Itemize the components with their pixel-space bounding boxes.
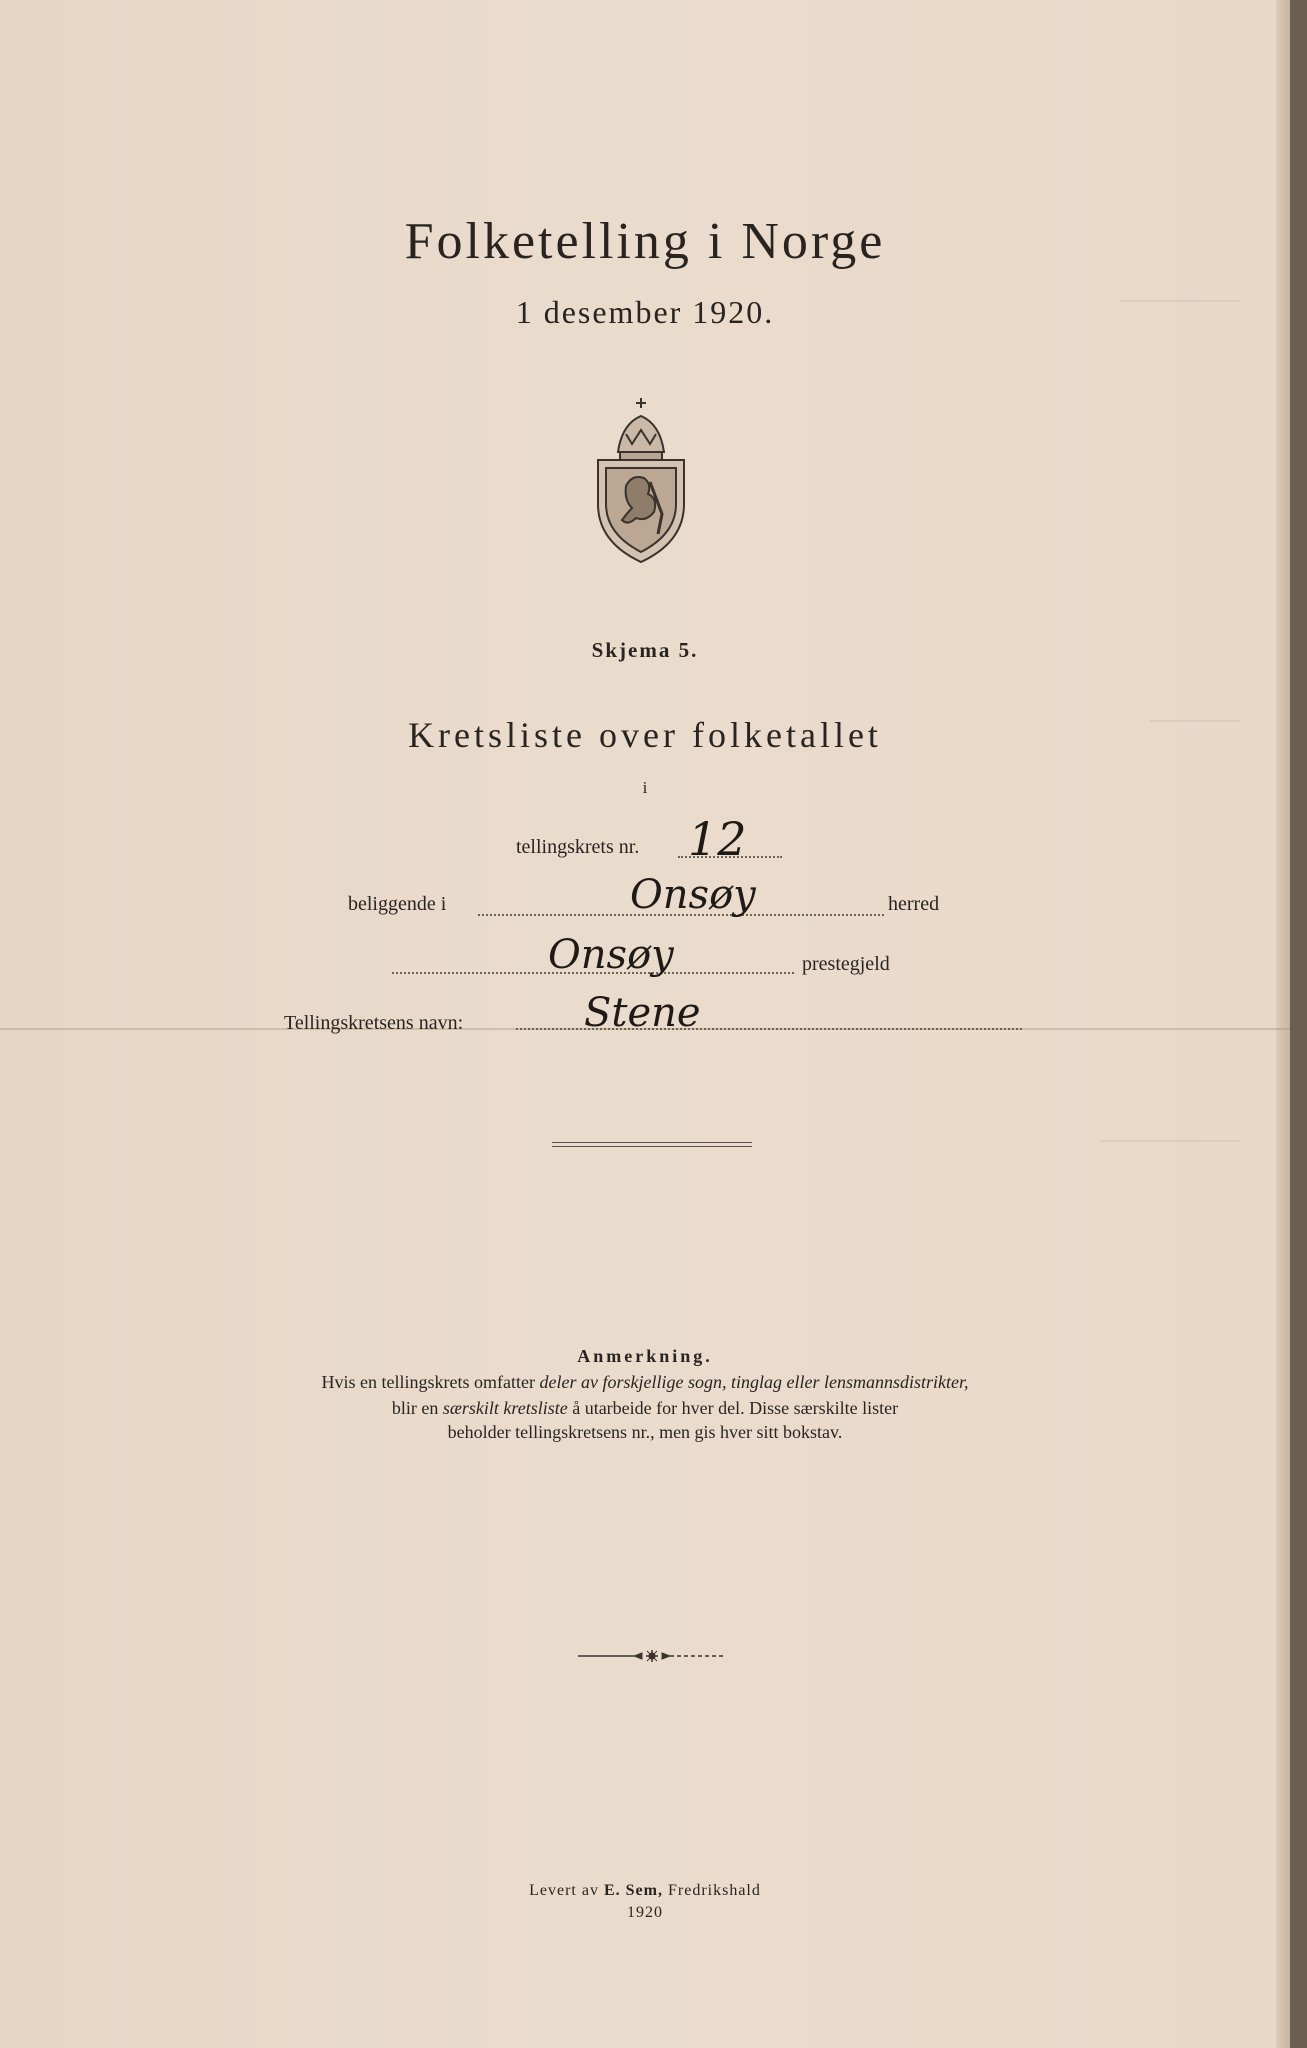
remark-line-3: beholder tellingskretsens nr., men gis hver sitt bokstav.: [447, 1422, 843, 1442]
remark-line-1-italic: deler av forskjellige sogn, tinglag eller lensmannsdistrikter,: [539, 1372, 969, 1392]
parish-value[interactable]: Onsøy: [548, 932, 674, 978]
remark-line-2-rest: å utarbeide for hver del. Disse særskilte lister: [567, 1398, 899, 1418]
printer-year: 1920: [627, 1904, 663, 1921]
ornament-divider-icon: [572, 1646, 732, 1666]
printer-prefix: Levert av: [529, 1882, 604, 1899]
remark-line-2-text: blir en: [391, 1398, 443, 1418]
district-number-value[interactable]: 12: [688, 812, 747, 866]
census-date: 1 desember 1920.: [515, 294, 775, 330]
remark-line-1: [0, 1372, 1290, 1393]
district-name-value[interactable]: Stene: [584, 990, 701, 1036]
remark-heading: Anmerkning.: [577, 1346, 713, 1366]
herred-label: herred: [888, 893, 940, 915]
preposition-i: i: [642, 778, 648, 797]
remark-line-2: [0, 1398, 1290, 1419]
divider-rule: [552, 1146, 752, 1147]
divider-rule: [552, 1142, 752, 1143]
municipality-value[interactable]: Onsøy: [630, 872, 756, 918]
parish-label: prestegjeld: [802, 953, 890, 975]
located-in-label: beliggende i: [348, 893, 447, 915]
form-subtitle: Kretsliste over folketallet: [408, 715, 882, 755]
schema-number: Skjema 5.: [591, 638, 699, 662]
printer-place: Fredrikshald: [662, 1882, 761, 1899]
remark-line-2-italic: særskilt kretsliste: [442, 1398, 568, 1418]
district-number-label: tellingskrets nr.: [516, 836, 640, 858]
printer-credit: [0, 1882, 1290, 1900]
remark-line-1-text: Hvis en tellingskrets omfatter: [321, 1372, 540, 1392]
bleed-through-mark: [1100, 1140, 1240, 1144]
document-title: Folketelling i Norge: [404, 213, 886, 270]
district-name-label: Tellingskretsens navn:: [284, 1012, 464, 1034]
norwegian-coat-of-arms-icon: [592, 394, 690, 566]
printer-name: E. Sem,: [603, 1882, 663, 1899]
